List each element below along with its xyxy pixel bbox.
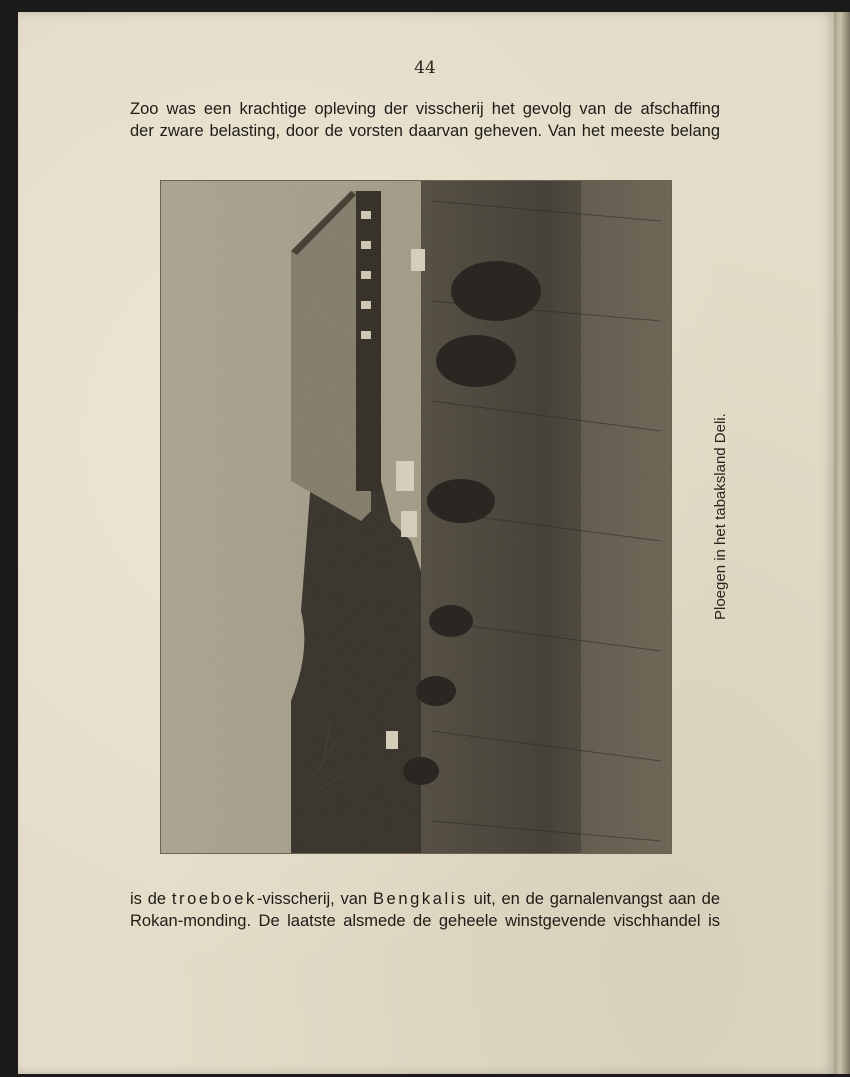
- text-line: [130, 888, 720, 910]
- text-run: uit, en de garnalenvangst aan de: [467, 890, 720, 908]
- page-number: 44: [414, 58, 436, 78]
- page-fold: [834, 12, 850, 1074]
- paragraph-top: [130, 98, 720, 142]
- text-line: Zoo was een krachtige opleving der visscherij het gevolg van de afschaffing: [130, 100, 720, 118]
- text-line: der zware belasting, door de vorsten daarvan geheven. Van het meeste belang: [130, 122, 720, 140]
- text-line: Rokan-monding. De laatste alsmede de geheele winstgevende vischhandel is: [130, 912, 720, 930]
- photograph-image: [161, 181, 671, 853]
- spaced-term-bengkalis: Bengkalis: [372, 890, 468, 908]
- text-run: is de: [130, 890, 172, 908]
- text-run: -visscherij, van: [256, 890, 373, 908]
- photograph-ploughing: [160, 180, 672, 854]
- paragraph-bottom: [130, 888, 720, 932]
- spaced-term-troeboek: troeboek: [171, 890, 257, 908]
- figure-caption: Ploegen in het tabaksland Deli.: [712, 413, 729, 620]
